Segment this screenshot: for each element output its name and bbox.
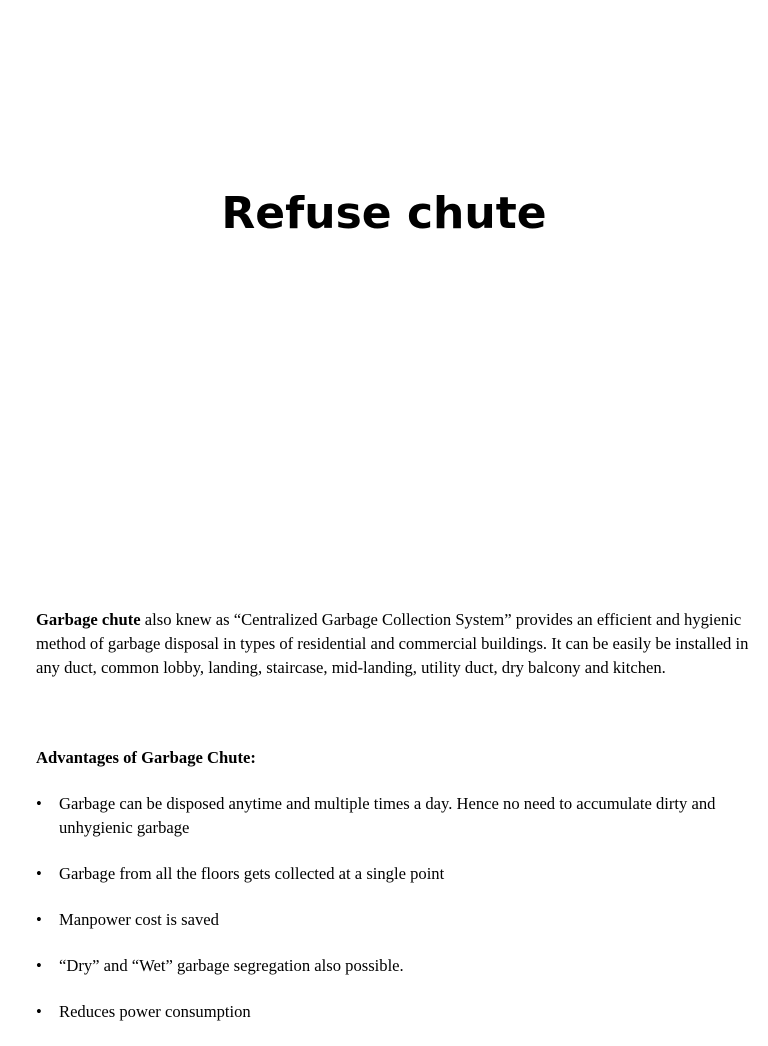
intro-paragraph [36, 608, 758, 680]
list-item-text: Reduces power consumption [59, 1002, 251, 1021]
list-item [36, 908, 758, 932]
intro-term: Garbage chute [36, 610, 141, 629]
list-item-text: Garbage can be disposed anytime and multiple times a day. Hence no need to accumulate dirty and unhygienic garbage [59, 794, 716, 837]
bullet-icon: • [36, 1002, 42, 1021]
slide-title: Refuse chute [221, 188, 547, 239]
list-item [36, 792, 758, 840]
list-item-text: Garbage from all the floors gets collected at a single point [59, 864, 445, 883]
bullet-icon: • [36, 864, 42, 883]
bullet-icon: • [36, 910, 42, 929]
list-item-text: “Dry” and “Wet” garbage segregation also possible. [59, 956, 404, 975]
list-item [36, 1000, 758, 1024]
list-item [36, 862, 758, 886]
list-item-text: Manpower cost is saved [59, 910, 219, 929]
bullet-icon: • [36, 794, 42, 813]
advantages-list [36, 792, 758, 1046]
intro-text: also knew as “Centralized Garbage Collection System” provides an efficient and hygienic method of garbage disposal in types of residential and commercial buildings. It can be easily be installed in any duct, common lobby, landing, staircase, mid-landing, utility duct, dry balcony and kitchen. [36, 610, 749, 677]
bullet-icon: • [36, 956, 42, 975]
list-item [36, 954, 758, 978]
advantages-heading: Advantages of Garbage Chute: [36, 748, 256, 767]
